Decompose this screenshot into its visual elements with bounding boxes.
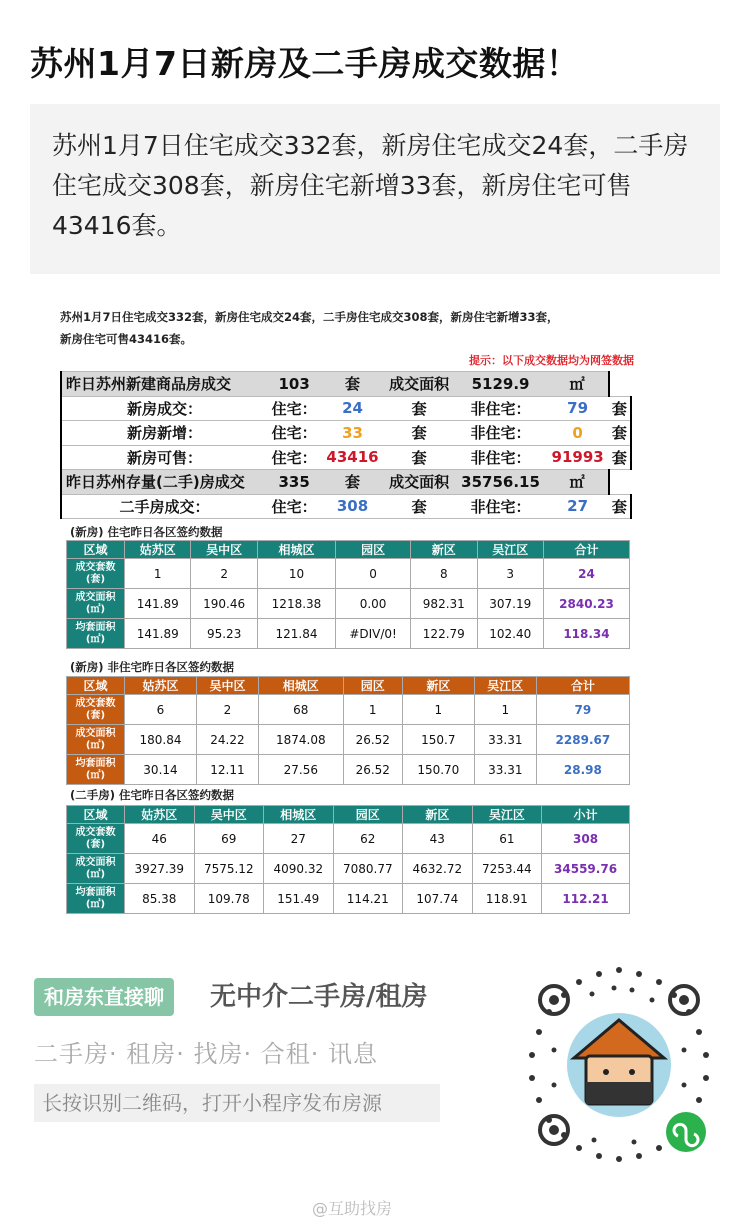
summary-area: 5129.9: [455, 372, 547, 397]
table-cell: 26.52: [343, 725, 402, 755]
table-title-new-residential: (新房) 住宅昨日各区签约数据: [70, 525, 223, 539]
table-secondhand: [66, 805, 630, 914]
page-title: 苏州1月7日新房及二手房成交数据！: [30, 44, 580, 83]
column-header: 姑苏区: [125, 806, 195, 824]
table-cell: 2: [196, 695, 258, 725]
summary-row-available: [61, 445, 631, 470]
column-header: 小计: [542, 806, 630, 824]
table-row: [67, 589, 630, 619]
summary-res-value: 308: [321, 494, 383, 519]
table-cell: 7575.12: [194, 854, 264, 884]
column-header: 吴江区: [477, 541, 543, 559]
table-row: [67, 619, 630, 649]
table-cell: 43: [403, 824, 473, 854]
table-row: [67, 725, 630, 755]
column-header: 相城区: [258, 677, 343, 695]
column-header: 吴江区: [472, 806, 542, 824]
summary-nonres-label: 非住宅：: [455, 421, 547, 446]
column-header: 新区: [411, 541, 477, 559]
table-cell: 0: [336, 559, 411, 589]
table-cell: 118.91: [472, 884, 542, 914]
total-cell: 34559.76: [542, 854, 630, 884]
summary-table: [60, 371, 632, 519]
total-cell: 2840.23: [543, 589, 629, 619]
table-cell: 122.79: [411, 619, 477, 649]
summary-res-value: 24: [321, 396, 383, 421]
table-row: [67, 559, 630, 589]
intro-line-1: 苏州1月7日住宅成交332套，新房住宅成交24套，二手房住宅成交308套，新房住宅新增33套，: [60, 310, 559, 324]
table-header-row: [67, 806, 630, 824]
summary-label: 新房新增：: [61, 421, 267, 446]
total-cell: 79: [536, 695, 629, 725]
table-cell: #DIV/0!: [336, 619, 411, 649]
table-cell: 4090.32: [264, 854, 334, 884]
table-cell: 10: [257, 559, 335, 589]
table-cell: 141.89: [125, 619, 191, 649]
table-cell: 95.23: [191, 619, 257, 649]
total-cell: 28.98: [536, 755, 629, 785]
table-cell: 85.38: [125, 884, 195, 914]
column-header: 区域: [67, 806, 125, 824]
column-header: 区域: [67, 541, 125, 559]
total-cell: 2289.67: [536, 725, 629, 755]
row-header: 成交套数(套): [67, 559, 125, 589]
column-header: 园区: [343, 677, 402, 695]
table-cell: 114.21: [333, 884, 403, 914]
column-header: 吴江区: [474, 677, 536, 695]
table-row: [67, 755, 630, 785]
table-cell: 26.52: [343, 755, 402, 785]
table-cell: 4632.72: [403, 854, 473, 884]
table-cell: 33.31: [474, 755, 536, 785]
column-header: 新区: [403, 806, 473, 824]
table-cell: 1: [125, 559, 191, 589]
column-header: 吴中区: [194, 806, 264, 824]
table-cell: 6: [125, 695, 197, 725]
table-row: [67, 854, 630, 884]
summary-res-value: 43416: [321, 445, 383, 470]
table-cell: 151.49: [264, 884, 334, 914]
table-cell: 2: [191, 559, 257, 589]
row-header: 成交面积(㎡): [67, 589, 125, 619]
table-cell: 7080.77: [333, 854, 403, 884]
row-header: 成交面积(㎡): [67, 854, 125, 884]
summary-unit: 套: [384, 396, 455, 421]
table-cell: 180.84: [125, 725, 197, 755]
table-cell: 27: [264, 824, 334, 854]
table-cell: 46: [125, 824, 195, 854]
table-cell: 24.22: [196, 725, 258, 755]
summary-nonres-label: 非住宅：: [455, 396, 547, 421]
table-cell: 0.00: [336, 589, 411, 619]
table-cell: 190.46: [191, 589, 257, 619]
table-new-nonresidential: [66, 676, 630, 785]
table-cell: 33.31: [474, 725, 536, 755]
row-header: 均套面积(㎡): [67, 884, 125, 914]
summary-count: 335: [267, 470, 321, 495]
summary-label: 二手房成交：: [61, 494, 267, 519]
summary-label: 昨日苏州新建商品房成交: [61, 372, 267, 397]
column-header: 姑苏区: [125, 677, 197, 695]
column-header: 园区: [336, 541, 411, 559]
summary-label: 新房成交：: [61, 396, 267, 421]
table-cell: 1: [402, 695, 474, 725]
watermark: @互助找房: [312, 1199, 393, 1218]
table-cell: 68: [258, 695, 343, 725]
column-header: 合计: [536, 677, 629, 695]
table-cell: 1: [343, 695, 402, 725]
summary-area: 35756.15: [455, 470, 547, 495]
hint-text: 提示：以下成交数据均为网签数据: [469, 354, 634, 367]
table-cell: 1: [474, 695, 536, 725]
summary-nonres-value: 27: [546, 494, 608, 519]
summary-text: 苏州1月7日住宅成交332套，新房住宅成交24套，二手房住宅成交308套，新房住宅新增33套，新房住宅可售43416套。: [52, 131, 689, 240]
table-cell: 102.40: [477, 619, 543, 649]
row-header: 成交套数(套): [67, 695, 125, 725]
promo-tag: 和房东直接聊: [34, 978, 174, 1016]
column-header: 吴中区: [196, 677, 258, 695]
column-header: 姑苏区: [125, 541, 191, 559]
row-header: 均套面积(㎡): [67, 755, 125, 785]
table-cell: 982.31: [411, 589, 477, 619]
table-new-residential: [66, 540, 630, 649]
column-header: 新区: [402, 677, 474, 695]
table-cell: 1874.08: [258, 725, 343, 755]
column-header: 园区: [333, 806, 403, 824]
total-cell: 112.21: [542, 884, 630, 914]
table-row: [67, 695, 630, 725]
total-cell: 24: [543, 559, 629, 589]
column-header: 区域: [67, 677, 125, 695]
summary-nonres-value: 79: [546, 396, 608, 421]
table-title-new-nonresidential: (新房) 非住宅昨日各区签约数据: [70, 660, 235, 674]
summary-unit: 套: [384, 445, 455, 470]
summary-res-label: 住宅：: [267, 494, 321, 519]
table-cell: 141.89: [125, 589, 191, 619]
table-cell: 27.56: [258, 755, 343, 785]
promo-tag-desc: 无中介二手房/租房: [210, 982, 428, 1012]
summary-nonres-value: 0: [546, 421, 608, 446]
table-cell: 62: [333, 824, 403, 854]
table-header-row: [67, 677, 630, 695]
summary-area-unit: ㎡: [546, 372, 608, 397]
intro-line-2: 新房住宅可售43416套。: [60, 332, 193, 346]
summary-unit: 套: [609, 445, 631, 470]
column-header: 相城区: [257, 541, 335, 559]
table-cell: 107.74: [403, 884, 473, 914]
row-header: 均套面积(㎡): [67, 619, 125, 649]
summary-label: 昨日苏州存量(二手)房成交: [61, 470, 267, 495]
mini-program-qr-icon[interactable]: [514, 960, 724, 1170]
summary-label: 新房可售：: [61, 445, 267, 470]
table-cell: 109.78: [194, 884, 264, 914]
table-cell: 12.11: [196, 755, 258, 785]
table-cell: 150.7: [402, 725, 474, 755]
table-cell: 121.84: [257, 619, 335, 649]
total-cell: 118.34: [543, 619, 629, 649]
summary-res-label: 住宅：: [267, 421, 321, 446]
summary-row-secondhand: [61, 470, 631, 495]
column-header: 相城区: [264, 806, 334, 824]
summary-row-new-deal: [61, 396, 631, 421]
summary-nonres-label: 非住宅：: [455, 494, 547, 519]
summary-unit: 套: [384, 421, 455, 446]
summary-unit: 套: [609, 494, 631, 519]
table-cell: 150.70: [402, 755, 474, 785]
summary-nonres-label: 非住宅：: [455, 445, 547, 470]
total-cell: 308: [542, 824, 630, 854]
table-row: [67, 824, 630, 854]
row-header: 成交套数(套): [67, 824, 125, 854]
column-header: 合计: [543, 541, 629, 559]
summary-unit: 套: [321, 372, 383, 397]
summary-unit: 套: [321, 470, 383, 495]
promo-cta[interactable]: 长按识别二维码，打开小程序发布房源: [34, 1084, 440, 1122]
table-header-row: [67, 541, 630, 559]
summary-res-label: 住宅：: [267, 396, 321, 421]
summary-area-label: 成交面积: [384, 470, 455, 495]
row-header: 成交面积(㎡): [67, 725, 125, 755]
summary-res-label: 住宅：: [267, 445, 321, 470]
table-cell: 7253.44: [472, 854, 542, 884]
table-cell: 1218.38: [257, 589, 335, 619]
summary-area-label: 成交面积: [384, 372, 455, 397]
promo-categories: 二手房· 租房· 找房· 合租· 讯息: [34, 1040, 379, 1068]
table-cell: 8: [411, 559, 477, 589]
summary-row-new-added: [61, 421, 631, 446]
summary-box: [30, 104, 720, 274]
summary-unit: 套: [609, 421, 631, 446]
table-cell: 3: [477, 559, 543, 589]
table-cell: 307.19: [477, 589, 543, 619]
summary-unit: 套: [609, 396, 631, 421]
summary-area-unit: ㎡: [546, 470, 608, 495]
column-header: 吴中区: [191, 541, 257, 559]
summary-res-value: 33: [321, 421, 383, 446]
table-cell: 30.14: [125, 755, 197, 785]
table-cell: 61: [472, 824, 542, 854]
summary-row-new: [61, 372, 631, 397]
data-screenshot: [56, 300, 636, 920]
summary-nonres-value: 91993: [546, 445, 608, 470]
table-title-secondhand: (二手房) 住宅昨日各区签约数据: [70, 788, 235, 802]
table-row: [67, 884, 630, 914]
table-cell: 69: [194, 824, 264, 854]
summary-count: 103: [267, 372, 321, 397]
summary-unit: 套: [384, 494, 455, 519]
summary-row-secondhand-deal: [61, 494, 631, 519]
table-cell: 3927.39: [125, 854, 195, 884]
